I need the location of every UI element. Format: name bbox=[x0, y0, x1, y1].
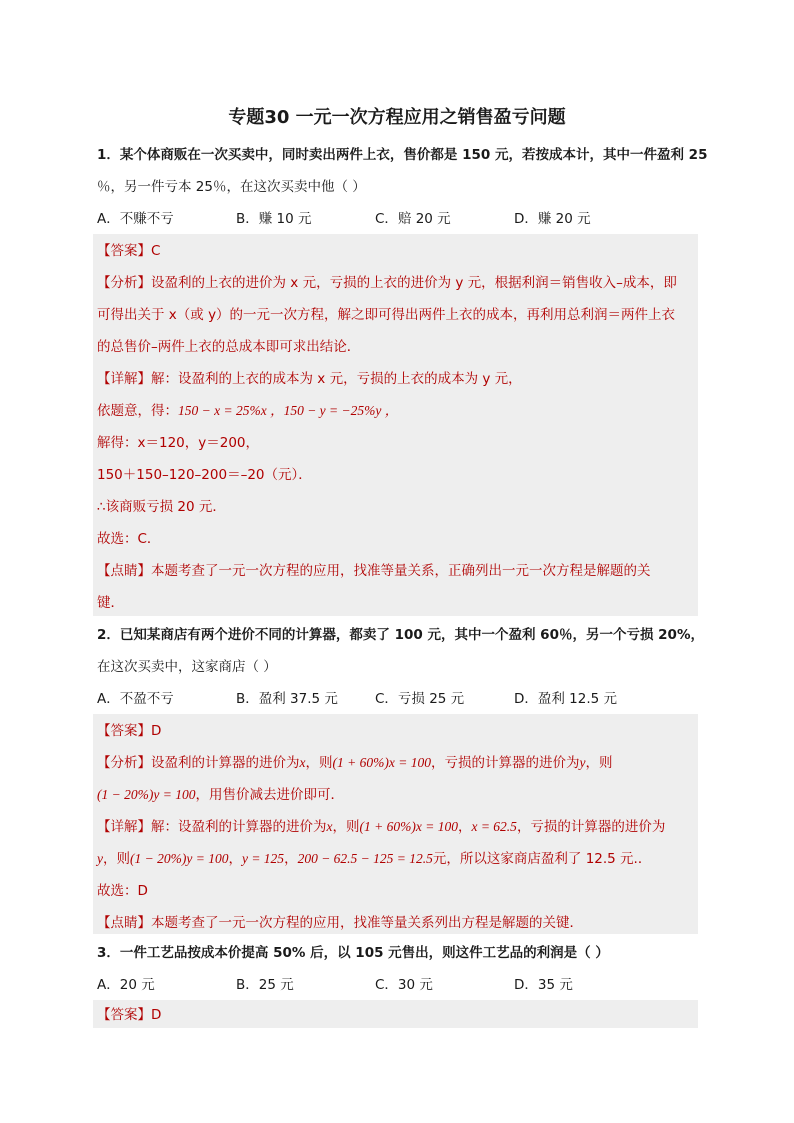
q2-var-x: x bbox=[299, 755, 306, 770]
q2-option-d: D．盈利 12.5 元 bbox=[514, 691, 618, 707]
q2-analysis-text-a: 【分析】设盈利的计算器的进价为 bbox=[97, 755, 300, 771]
q2-detail-var-y: y bbox=[97, 851, 103, 866]
page-title: 专题30 一元一次方程应用之销售盈亏问题 bbox=[228, 107, 566, 128]
q2-detail-profit-calc: 200 − 62.5 − 125 = 12.5 bbox=[297, 851, 433, 866]
q2-analysis-text-e: ，亏损的计算器的进价为 bbox=[430, 755, 580, 771]
q3-option-c: C．30 元 bbox=[375, 977, 433, 993]
q2-stem-line2: 在这次买卖中，这家商店（ ） bbox=[97, 659, 277, 675]
q1-detail-line2 bbox=[97, 401, 398, 421]
q3-option-a: A．20 元 bbox=[97, 977, 155, 993]
q1-analysis-line1: 【分析】设盈利的上衣的进价为 x 元，亏损的上衣的进价为 y 元，根据利润＝销售收入–成本，即 bbox=[97, 275, 677, 291]
q3-option-d: D．35 元 bbox=[514, 977, 573, 993]
q2-analysis-text-c: ，则 bbox=[305, 755, 333, 771]
q2-answer: 【答案】D bbox=[97, 723, 162, 739]
q2-detail-text-c: ，则 bbox=[332, 819, 360, 835]
q2-detail-comma-2: ， bbox=[228, 851, 242, 867]
q1-option-a: A．不赚不亏 bbox=[97, 211, 174, 227]
q2-option-b: B．盈利 37.5 元 bbox=[236, 691, 338, 707]
q1-option-c: C．赔 20 元 bbox=[375, 211, 451, 227]
q1-equations: 150 − x = 25%x ，150 − y = −25%y ， bbox=[178, 403, 399, 418]
q1-comment-line1: 【点睛】本题考查了一元一次方程的应用，找准等量关系，正确列出一元一次方程是解题的关 bbox=[97, 563, 651, 579]
q1-detail-line2-prefix: 依题意，得： bbox=[97, 403, 178, 419]
q2-analysis-text-end: ，用售价减去进价即可． bbox=[195, 787, 344, 803]
q2-detail-text-b: ，则 bbox=[103, 851, 130, 867]
q2-analysis-line2 bbox=[97, 785, 344, 805]
q2-comment: 【点睛】本题考查了一元一次方程的应用，找准等量关系列出方程是解题的关键． bbox=[97, 915, 583, 931]
q2-eq-loss: (1 − 20%)y = 100 bbox=[97, 787, 196, 802]
q2-var-y: y bbox=[579, 755, 586, 770]
q1-comment-line2: 键． bbox=[97, 595, 124, 611]
q2-detail-eq-profit: (1 + 60%)x = 100 bbox=[359, 819, 458, 834]
q1-stem-line1: 1．某个体商贩在一次买卖中，同时卖出两件上衣，售价都是 150 元，若按成本计，其中一件盈利 25 bbox=[97, 147, 708, 163]
q3-solution-box bbox=[93, 1000, 698, 1028]
q2-detail-y-value: y = 125 bbox=[241, 851, 285, 866]
q3-answer: 【答案】D bbox=[97, 1007, 162, 1023]
q2-stem-line1: 2．已知某商店有两个进价不同的计算器，都卖了 100 元，其中一个盈利 60％，另一个亏损 20%， bbox=[97, 627, 704, 643]
q1-detail-line5: ∴该商贩亏损 20 元． bbox=[97, 499, 226, 515]
q1-choice: 故选：C． bbox=[97, 531, 161, 547]
q2-detail-line1 bbox=[97, 817, 665, 837]
q2-detail-eq-loss: (1 − 20%)y = 100 bbox=[130, 851, 229, 866]
q1-option-d: D．赚 20 元 bbox=[514, 211, 591, 227]
q2-option-c: C．亏损 25 元 bbox=[375, 691, 465, 707]
q2-analysis-line1 bbox=[97, 753, 612, 773]
q2-option-a: A．不盈不亏 bbox=[97, 691, 174, 707]
q1-detail-line3: 解得：x＝120，y＝200， bbox=[97, 435, 260, 451]
q1-stem-line2: ％，另一件亏本 25％，在这次买卖中他（ ） bbox=[97, 179, 366, 195]
q1-option-b: B．赚 10 元 bbox=[236, 211, 312, 227]
q2-detail-comma-1: ， bbox=[457, 819, 472, 835]
q3-stem-line1: 3．一件工艺品按成本价提高 50% 后，以 105 元售出，则这件工艺品的利润是（ ） bbox=[97, 945, 609, 961]
q1-analysis-line3: 的总售价–两件上衣的总成本即可求出结论． bbox=[97, 339, 361, 355]
q2-detail-text-g: ，亏损的计算器的进价为 bbox=[516, 819, 666, 835]
q2-detail-text-h: 元，所以这家商店盈利了 12.5 元.． bbox=[432, 851, 652, 867]
q2-analysis-text-g: ，则 bbox=[585, 755, 613, 771]
q1-detail-line4: 150＋150–120–200＝–20（元）． bbox=[97, 467, 312, 483]
q2-detail-comma-3: ， bbox=[284, 851, 298, 867]
q2-detail-text-a: 【详解】解：设盈利的计算器的进价为 bbox=[97, 819, 327, 835]
q1-answer: 【答案】C bbox=[97, 243, 161, 259]
q2-eq-profit: (1 + 60%)x = 100 bbox=[332, 755, 431, 770]
q2-detail-line2 bbox=[97, 849, 651, 869]
q2-detail-x-value: x = 62.5 bbox=[471, 819, 517, 834]
q1-detail-line1: 【详解】解：设盈利的上衣的成本为 x 元，亏损的上衣的成本为 y 元， bbox=[97, 371, 522, 387]
q1-analysis-line2: 可得出关于 x（或 y）的一元一次方程，解之即可得出两件上衣的成本，再利用总利润＝两件上衣 bbox=[97, 307, 676, 323]
q3-option-b: B．25 元 bbox=[236, 977, 294, 993]
q2-choice: 故选：D bbox=[97, 883, 148, 899]
q2-detail-var-x: x bbox=[326, 819, 333, 834]
